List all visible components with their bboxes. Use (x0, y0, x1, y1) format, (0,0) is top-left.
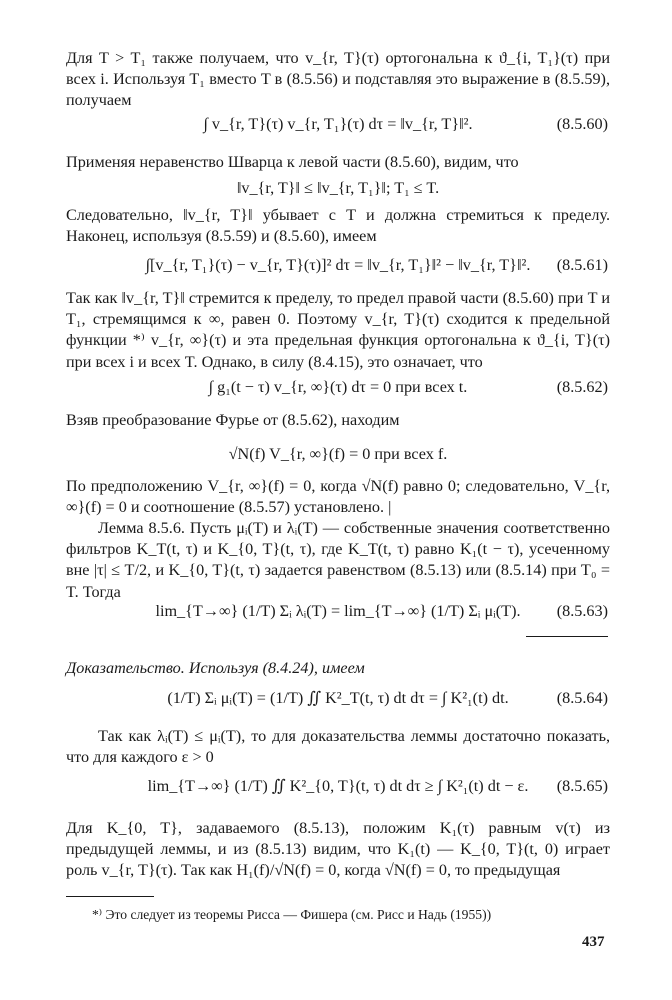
equation-number: (8.5.65) (556, 777, 608, 795)
equation-formula: lim_{T→∞} (1/T) Σᵢ λᵢ(T) = lim_{T→∞} (1/T) Σᵢ μᵢ(T). (155, 602, 521, 620)
equation-formula: ∫[v_{r, T₁}(τ) − v_{r, T}(τ)]² dτ = ‖v_{r, T₁}‖² − ‖v_{r, T}‖². (145, 256, 531, 274)
equation-number: (8.5.61) (556, 256, 608, 274)
equation-8-5-63 (66, 597, 610, 625)
equation-8-5-65 (66, 772, 610, 800)
paragraph-3: Следовательно, ‖v_{r, T}‖ убывает с T и должна стремиться к пределу. Наконец, используя (8.5.59) и (8.5.60), имеем (66, 206, 610, 246)
page-number: 437 (582, 934, 605, 950)
paragraph-6: По предположению V_{r, ∞}(f) = 0, когда √N(f) равно 0; следовательно, V_{r, ∞}(f) = 0 и соотношение (8.5.57) установлено. | (66, 477, 610, 517)
equation-formula: ‖v_{r, T}‖ ≤ ‖v_{r, T₁}‖; T₁ ≤ T. (236, 179, 440, 197)
paragraph-2: Применяя неравенство Шварца к левой части (8.5.60), видим, что (66, 153, 519, 171)
paragraph-8: Доказательство. Используя (8.4.24), имеем (66, 659, 365, 677)
paragraph-1: Для T > T₁ также получаем, что v_{r, T}(τ) ортогональна к ϑ_{i, T₁}(τ) при всех i. Используя T₁ вместо T в (8.5.56) и подставляя это выражение в (8.5.59), получаем (66, 49, 610, 110)
equation-number: (8.5.64) (556, 689, 608, 707)
equation-8-5-62 (66, 373, 610, 401)
equation-formula: √N(f) V_{r, ∞}(f) = 0 при всех f. (228, 445, 448, 463)
equation-number: (8.5.60) (556, 115, 608, 133)
equation-fourier (66, 440, 610, 468)
paragraph-5: Взяв преобразование Фурье от (8.5.62), находим (66, 411, 400, 429)
equation-formula: lim_{T→∞} (1/T) ∬ K²_{0, T}(t, τ) dt dτ ≥ ∫ K²₁(t) dt − ε. (147, 777, 529, 795)
equation-formula: ∫ g₁(t − τ) v_{r, ∞}(τ) dτ = 0 при всех t. (208, 378, 468, 396)
equation-number: (8.5.62) (556, 378, 608, 396)
equation-8-5-61 (66, 251, 610, 279)
paragraph-4: Так как ‖v_{r, T}‖ стремится к пределу, то предел правой части (8.5.60) при T и T₁, стремящимся к ∞, равен 0. Поэтому v_{r, T}(τ) сходится к предельной функции *⁾ v_{r, ∞}(τ) и эта предельная функция ортогональна к ϑ_{i, T}(τ) при всех i и всех T. Однако, в силу (8.4.15), это означает, что (66, 289, 610, 371)
equation-inequality (66, 174, 610, 202)
paragraph-7-lemma: Лемма 8.5.6. Пусть μᵢ(T) и λᵢ(T) — собственные значения соответственно фильтров K_T(t, τ) и K_{0, T}(t, τ), где K_T(t, τ) равно K₁(t − τ), усеченному вне |τ| ≤ T/2, и K_{0, T}(t, τ) задается равенством (8.5.13) или (8.5.14) при T₀ = T. Тогда (66, 519, 610, 601)
footnote: *⁾ Это следует из теоремы Рисса — Фишера (см. Рисс и Надь (1955)) (92, 907, 492, 922)
paragraph-10: Для K_{0, T}, задаваемого (8.5.13), положим K₁(τ) равным v(τ) из предыдущей леммы, и из (8.5.13) видим, что K₁(t) — K_{0, T}(t, 0) играет роль v_{r, T}(τ). Так как H₁(f)/√N(f) = 0, когда √N(f) = 0, то предыдущая (66, 819, 610, 880)
paragraph-9: Так как λᵢ(T) ≤ μᵢ(T), то для доказательства леммы достаточно показать, что для каждого ε > 0 (66, 727, 610, 767)
equation-formula: ∫ v_{r, T}(τ) v_{r, T₁}(τ) dτ = ‖v_{r, T}‖². (203, 115, 473, 133)
equation-formula: (1/T) Σᵢ μᵢ(T) = (1/T) ∬ K²_T(t, τ) dt dτ = ∫ K²₁(t) dt. (167, 689, 509, 707)
equation-8-5-64 (66, 684, 610, 712)
end-of-lemma-rule (526, 636, 608, 637)
equation-number: (8.5.63) (556, 602, 608, 620)
equation-8-5-60 (66, 110, 610, 138)
footnote-rule (66, 896, 154, 897)
